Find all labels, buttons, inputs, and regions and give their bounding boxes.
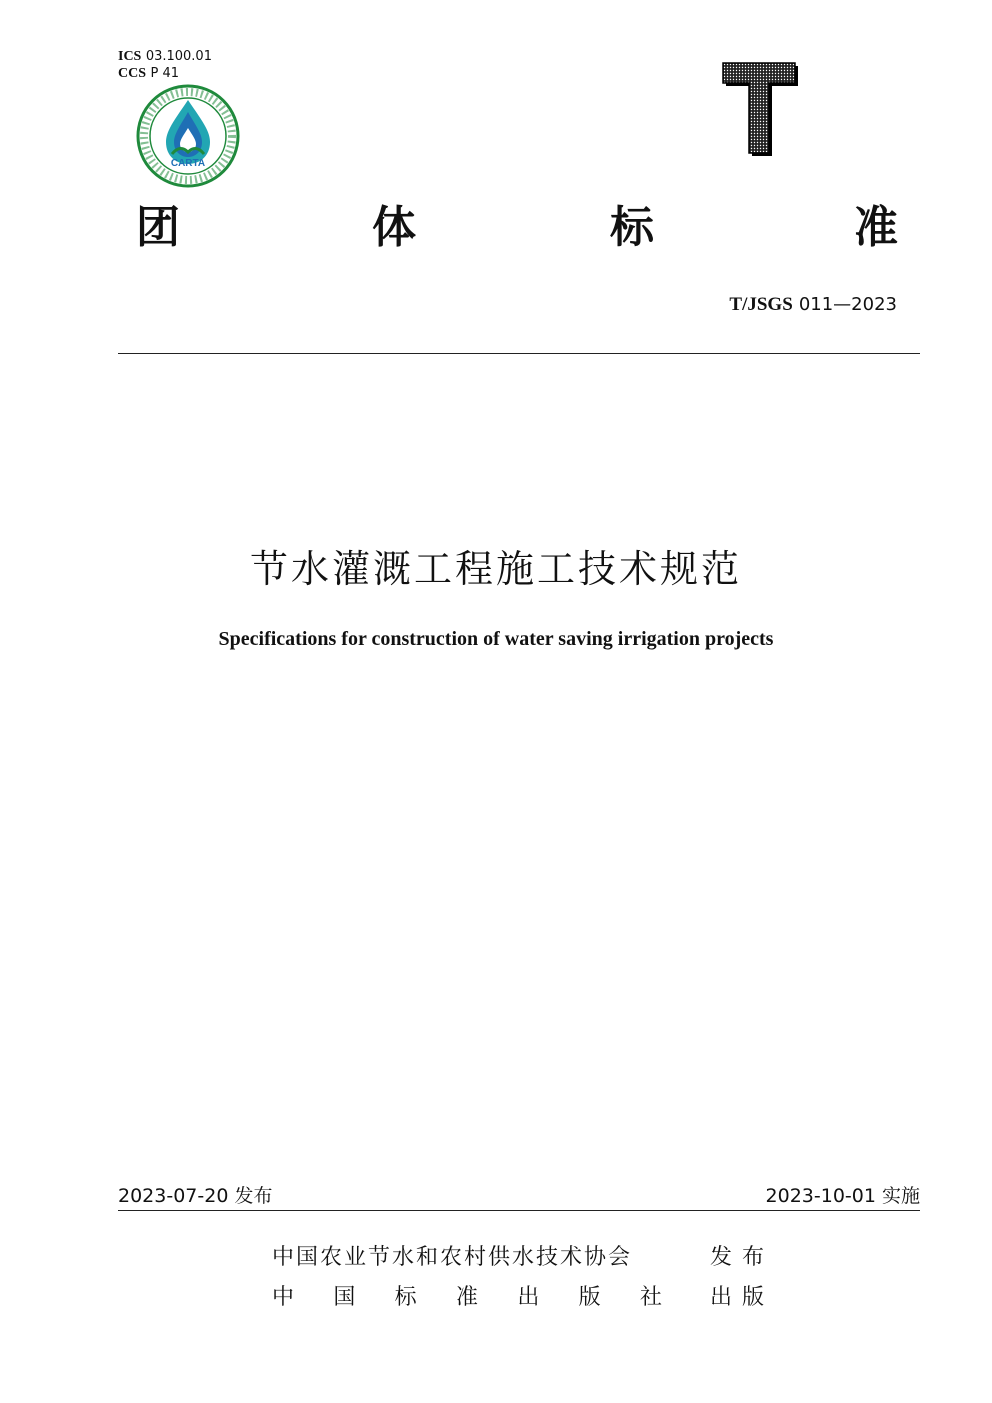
header-divider (118, 353, 920, 354)
standard-type-char: 体 (372, 202, 416, 253)
press-char: 版 (578, 1285, 601, 1310)
standard-number-prefix: T/JSGS (729, 294, 793, 315)
publish-date: 2023-07-20 发布 (118, 1185, 273, 1207)
standard-type-char: 标 (610, 202, 654, 253)
document-title-english: Specifications for construction of water saving irrigation projects (218, 628, 774, 650)
press-char: 中 (272, 1285, 295, 1310)
ccs-value: P 41 (150, 66, 179, 81)
press-char: 国 (333, 1285, 356, 1310)
logo-text: CARTA (170, 158, 206, 169)
standard-type-char: 准 (854, 202, 898, 253)
standard-number (729, 293, 897, 316)
association-logo (136, 84, 240, 188)
press-action: 出版 (710, 1285, 775, 1310)
ics-value: 03.100.01 (145, 49, 212, 64)
standard-number-value: 011—2023 (798, 294, 897, 315)
effective-date: 2023-10-01 实施 (765, 1185, 920, 1207)
document-title-chinese: 节水灌溉工程施工技术规范 (249, 547, 742, 591)
footer-divider (118, 1210, 920, 1211)
publisher-name: 中国农业节水和农村供水技术协会 (272, 1245, 633, 1270)
standard-type-char: 团 (136, 202, 180, 253)
ics-line (118, 48, 212, 65)
press-char: 准 (455, 1285, 478, 1310)
series-letter-mark (720, 60, 802, 160)
press-char: 出 (517, 1285, 540, 1310)
ics-label: ICS (118, 49, 142, 64)
press-char: 社 (639, 1285, 662, 1310)
ccs-line (118, 65, 212, 82)
classification-codes (118, 48, 212, 82)
press-name (272, 1280, 662, 1311)
ccs-label: CCS (118, 66, 147, 81)
press-char: 标 (394, 1285, 417, 1310)
standard-type-heading (118, 196, 918, 260)
publisher-action: 发布 (710, 1245, 775, 1270)
